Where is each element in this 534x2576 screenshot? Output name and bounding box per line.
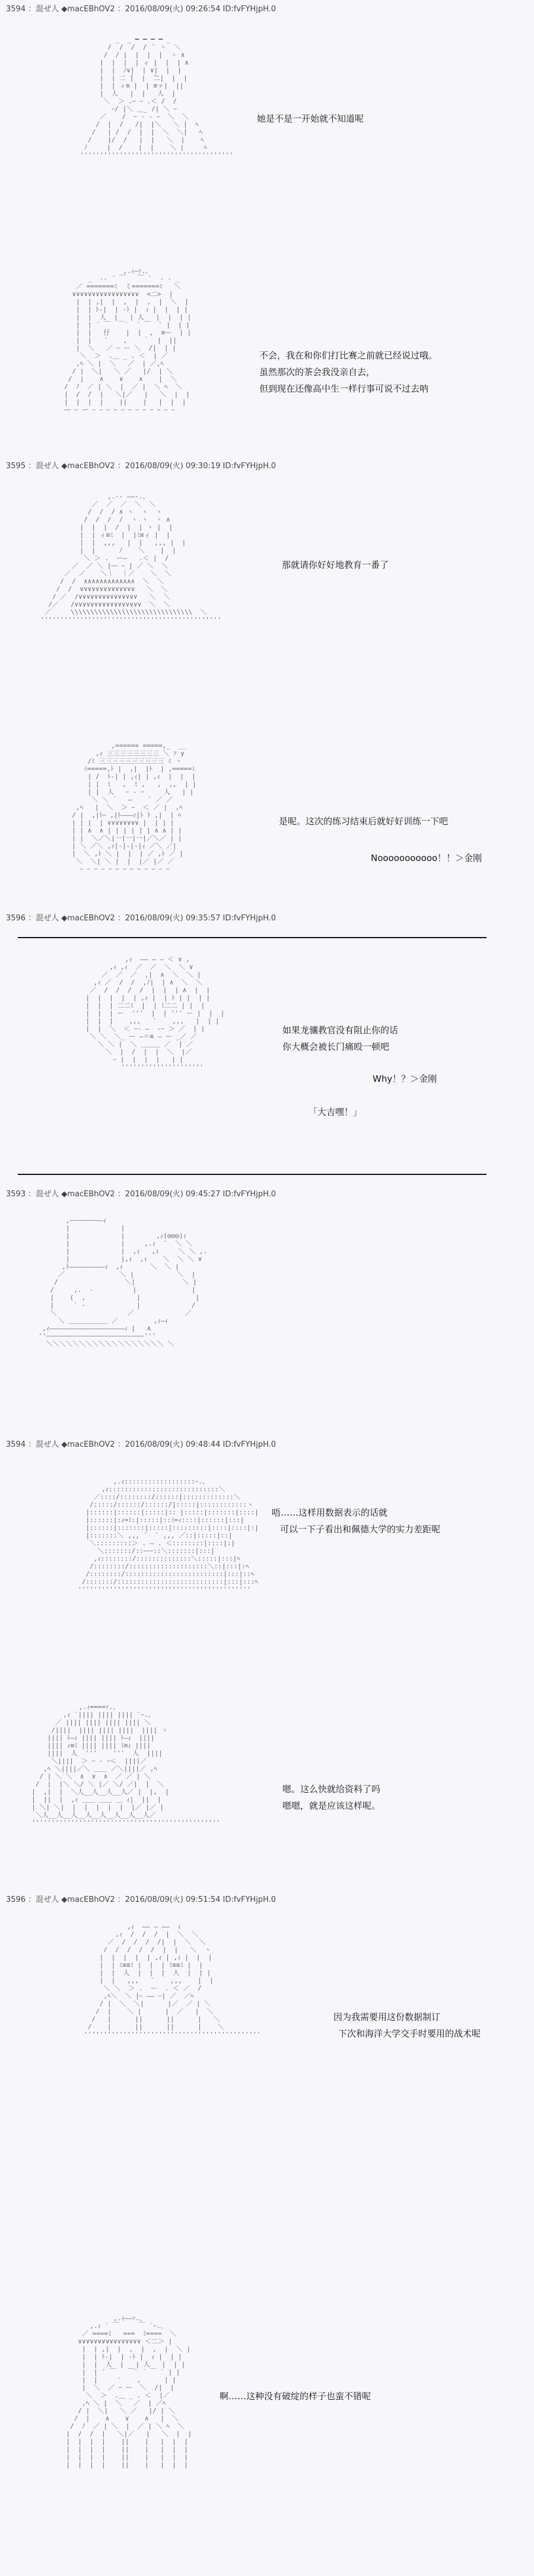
post-header: 3596 ：混ぜ人 ◆macEBhOV2 ：2016/08/09(火) 09:51:54 ID:fvFYHjpH.0 xyxy=(6,1895,276,1904)
divider-line xyxy=(18,1174,487,1175)
ascii-art-figure: ,.ｨ――ｧ.、 ,.ｨ ´ ￣ ￣ `ｰ.、 ／ ====ﾐ === ﾐ==== ＼ ∨∨∨∨∨∨∨∨∨∨∨∨∨∨∨∨ ＜二＞ | | | ,| | , | , | ＼ | | | ﾄ-| | -ﾄ | ｨ | | | | | 人 | | 人 | | | | | ´ ￣ ￣` ´ ￣ ` | | | | ′ , | | | ＼ ／ ｰ ー ＼ /| | ＼ ＞ .＿ _ . ＜ |／ ,ﾍ ＼ | ＼ ／ | ／ﾍ / | ＼| ＼ ／ |/ | ＼ / | ∧ ∨ ∧ | ＼ / ﾉ ／ | ＼ | ／ | ＼ ﾍ ＼ | / / | ＼|／ | ＼ | | | | | | || | | | | | | | | || | | | | | | | | || | | | | | | | | || | | | | xyxy=(66,2314,192,2469)
dialogue-line: 嗯嗯，就是应该这样呢。 xyxy=(282,1800,381,1811)
dialogue-line: 你大概会被长门痛殴一顿吧 xyxy=(282,1041,390,1052)
divider-line xyxy=(18,937,487,938)
dialogue-text xyxy=(272,1504,440,1538)
dialogue-line: Why！？＞金刚 xyxy=(373,1073,437,1084)
dialogue-line: 虽然那次的茶会我没亲自去， xyxy=(259,367,376,377)
ascii-art-figure: ,====== =====,_ __ ,ｨ 三三三三三三三三 ＼ ｿ y /ﾐ 三三三三三三三三三三 ﾐ ヽ ﾐ=====,ﾄ | ,| |ﾄ | ,=====ﾐ | / ﾄ-| | ,ｨ| | ,ｨ | | | | | ﾐ , ﾐ , , ,, | | | | 人 ｰ ‐ ｰ 人 | | ＼ ＼ ´ ― ` ／ ／ ,ﾍ | ＼ ＞ ｰ ＜ ／ | ,ﾍ / | ,|ﾄｰ ,|ﾄ―――ｨ|ﾄ ﾄ ,| | ﾍ | | | | ∨∨∨∨∨∨∨∨ | | | | | | ∧ ∧ | | | | | | ∧ ∧ | | | | ＼／＼|一|一|一|／＼／ | | | ＼ ／＼ ,ｨ|‐|‐|‐|ｨ ／＼ ／| | ＼ ,ﾄ ＼ | | | ／ ,ﾄ ／ | ＼ ＼| ＼ | | |／ |／ ／ ｰ ｰ ｰ ｰ ｰ ｰ ｰ ｰ ｰ ｰ ｰ ｰ ｰ xyxy=(72,742,196,873)
dialogue-text xyxy=(333,2009,481,2042)
ascii-art-figure: ,ｨ ―― ― ―― ｨ ,ｨ / / / | ＼ ＼ ／ / / / /| | ＼ ＼ / / / / / | | ＼ ヽ | | | | | ,ｨ | ,ｨ | | | | | ﾐ≡≡ﾐ | | | ﾐ≡≡ﾐ | | | | 人 | | | 人 | | | | | ,,, ′ ,,, | | ＼ ＼ ＞ . ー . ＜ ／ / ,ﾍ＼ ＼ |ｰ ―― ｰ| ／ ／ﾍ / | ＼ ＼| |／ ／ | ＼ / | ＼ | | ／ | ＼ / | || || | ＼ / | || || | ＼ ''''''''''''''''''''''''''''''''''''''''''''' xyxy=(84,1923,261,2038)
ascii-art-figure: ,.-‐ ――-.、 ／ ／ ／ ＼ ＼ / / / ∧ ヽ ヽ ヽ / / / / ヽ ヽ ヽ ∧ | | | / | | ヽ | | | | ィ≡ﾐ | |ﾐ≡ィ | | | | ,,, | | ,,, | | | | ﾉ ＼ | | ＼ ＞ . ー― .＜ | / ／ ／ ＼ |ｰｰ ｰ | ／ ＼ ＼ ／ ／ ＼｜ ｜／ ＼ ＼ / / ∧∧∧∧∧∧∧∧∧∧∧∧∧ ＼ ＼ / / ∨∨∨∨∨∨∨∨∨∨∨∨∨∨ ＼ ＼ / ／ /∨∨∨∨∨∨∨∨∨∨∨∨∨∨∨ ＼ ＼ /／ /∨∨∨∨∨∨∨∨∨∨∨∨∨∨∨∨∨ ＼ ＼ ／ \\\\\\\\\\\\\\\\\\\\\\\\\\\\\\\ ＼ '''''''''''''''''''''''''''''''''''''''''''''' xyxy=(40,493,221,624)
post-header: 3595 ：混ぜ人 ◆macEBhOV2 ：2016/08/09(火) 09:30:19 ID:fvFYHjpH.0 xyxy=(6,462,276,471)
dialogue-text xyxy=(282,1781,380,1814)
dialogue-text xyxy=(259,347,437,397)
dialogue-text xyxy=(279,813,482,866)
dialogue-line: 是呢。这次的练习结束后就好好训练一下吧 xyxy=(279,816,449,827)
dialogue-line: 下次和海洋大学交手时要用的战术呢 xyxy=(338,2028,481,2039)
ascii-art-figure: ,.ｨ―ｧ.、 _ -‐ ´ ￣ ￣ ` ‐ - _ ／ =======ﾐ ミ=======ﾐ ＼ ∨∨∨∨∨∨∨∨∨∨∨∨∨∨∨∨∨ <二> | | | ,| | , | , | ＼ | | | ﾄ-| | -ﾄ | ｨ | | | | | | 人 | | 人 | | | | | | ´ ￣ ￣` ´ ￣ ` | | | | | 仔 | | , ≡ー | | | | ´ , ｀ | || | ＼ ／ ｰ ー ＼ /| | | ＼ ＞ .＿ _ . ＜ | ／ ,ﾍ ＼ | ＼ ／ | ／,ﾍ / | ＼| ＼ ／ |/ | ＼ / | ∧ ∨ ∧ | ＼ / ﾉ ／ | ＼ | ／ | ＼ ﾍ ＼ | / / | ＼|／ | ＼ | | | | | | || | | | | ｰｰ ｰ ー ｰ ｰ ｰ ｰ ｰ ｰ ｰ ｰ ｰ ｰ ｰ ｰ xyxy=(64,267,192,414)
dialogue-text xyxy=(257,110,364,127)
dialogue-line: 啊……这种没有破绽的样子也蛮不错呢 xyxy=(220,2391,371,2402)
dialogue-text xyxy=(282,557,389,573)
dialogue-line: 因为我需要用这份数据制订 xyxy=(333,2012,441,2022)
dialogue-text xyxy=(282,1022,437,1120)
post-header: 3594 ：混ぜ人 ◆macEBhOV2 ：2016/08/09(火) 09:26:54 ID:fvFYHjpH.0 xyxy=(6,5,276,14)
ascii-art-figure: _ _ ━ ━ ━ ━ _ / / / / ﾟ ヽ ＼ / / | | | | ヽ ∧ | | | | ィ | | | ∧ | | ﾉ∨| | ∨| | | | | 二 ̄| | ̄二| | | | | ィ≡ | | ≡ァ| || | 人 | | 人 | ＼ ＞ .ｰ ｰ .＜ / / ｰ/ |＼ ＿_ /| ＼ ｰ ／ / ｰ ‐ ‐ ｰ ＼ ＼ / | / /| |＼ ＼ | ﾍ / | / / | | ＼ ＼| ﾍ / |/ / | | ＼ | ﾍ ﾉ | / | | ＼ | ﾍ ''''''''''''''''''''''''''''''''''''''' xyxy=(80,36,234,159)
dialogue-line: 她是不是一开始就不知道呢 xyxy=(257,113,364,124)
ascii-art-figure: ,.ｨ::::::::::::::::::ｰ.、 ,ｨ::::::::::::::::::::::::::::＼ ／::::/::::::::/::::::|:::::::::::::＼ /:::::/::::::/::::::/|:::::|::::::::::::ヽ |::::::|::::::|:::::|:: |:::::|:::::::|::::| |::::::|:ｨ=ﾐ:|:::::|::ﾐ=ｨ::::|::::::|:::| |::::::|:::::::|:::::|:::::::::|::::|::::|:| |:::::::＼ ,,, ´ ` ,,, ／::|:::::|::| ＼:::::::::＞ . ― . ＜::::::::|::::|:| ＼:::::::/::ｰｰｰ::＼:::::::|:::| ,ｨ::::::::/::::::::::::::＼:::::|:::|ﾍ /::::::::/::::::::::::::::::::＼::|:::|:ﾍ /::::::::/:::::::::::::::::::::::::|:::|::ﾍ /:::::::/:::::::::::::::::::::::::::|:::|:::ﾍ '''''''''''''''''''''''''''''''''''''''''''' xyxy=(78,1478,259,1593)
dialogue-line: 「大吉嘿！」 xyxy=(309,1107,363,1117)
dialogue-line: 不会，我在和你们打比赛之前就已经说过哦。 xyxy=(259,350,438,361)
dialogue-line: 如果龙骧教官没有阻止你的话 xyxy=(282,1025,399,1036)
dialogue-line: 嗯。这么快就给资料了吗 xyxy=(282,1784,381,1794)
dialogue-line: 但到现在还像高中生一样行事可说不过去呐 xyxy=(259,383,429,394)
dialogue-line: Nooooooooooo！！＞金刚 xyxy=(371,853,482,863)
post-header: 3594 ：混ぜ人 ◆macEBhOV2 ：2016/08/09(火) 09:48:44 ID:fvFYHjpH.0 xyxy=(6,1440,276,1449)
dialogue-line: 那就请你好好地教育一番了 xyxy=(282,560,389,570)
ascii-art-scene: ,ｰｰｰｰｰｰｰｰｰ―ｨ | | | | ,ｨ(◎◎◎)ｨ | | ,.ｨ ̄ ＼ ＼ | | ,ｨ ,ｨ ＼ ＼ ,. | |,ｨ ,ｨ ＼ ＼ ＼ ∨ ,ﾄ―――――――――ｨ ,ｨ ＼ ＼ | ／ ＼ | ＼ | / ＼| ＼ | / ,. ‐ | | | ( , | | | ` ‐ | / ＼ ／ ／ ＼ ＿＿＿＿＿＿ ／ ,ｨ―ｨ ,ｨ―――――――――――――――――――ｨ | ∧ ''ｰｰｰｰｰｰｰｰｰｰｰｰｰｰｰｰｰｰｰｰｰｰｰｰｰｰｰｰｰｰ''' ＼＼＼＼＼＼＼＼＼＼＼＼＼＼＼＼＼＼ ＼ xyxy=(38,1216,208,1348)
dialogue-text xyxy=(220,2388,371,2405)
dialogue-line: 唔……这样用数据表示的话就 xyxy=(272,1507,388,1518)
dialogue-line: 可以一下子看出和佩德大学的实力差距呢 xyxy=(280,1524,441,1535)
post-header: 3596 ：混ぜ人 ◆macEBhOV2 ：2016/08/09(火) 09:35:57 ID:fvFYHjpH.0 xyxy=(6,914,276,923)
post-header: 3593 ：混ぜ人 ◆macEBhOV2 ：2016/08/09(火) 09:45:27 ID:fvFYHjpH.0 xyxy=(6,1190,276,1199)
ascii-art-figure: ,ｨ ―― ― ― ＜ ∨ , ,ｨ ,ｨ ／ ／ ＼ ＼ ∨ ／ ／ ／ ,| ∧ ＼ ＼ | ,ｨ ／ / / ,ﾉ| | ∧ ＼ ＼ ／ / / / / | | | ∧ | | | | | | | ,ｨ | | ﾄ | | | | | | | 二二ﾐ | | ﾐ二二 | | | | | | ー ''' | | ''' ー | | | | | | ,,, ′ ,,, | | | | | ＼ ＜ ｰ‐ ― ‐ｰ ＞ ／ | | ＼ ＼ ＼_ ー ―＝≡ ― ー _／ ／ ＼ ＼ | ＼ ＿＿＿ ／ | ／ ＼ | / | | ＼ |／ ｰ | | | | | | ''''''''''''''''''''' xyxy=(85,955,225,1071)
ascii-art-figure: ,.ｨ====ｧ.、 ,ｨ ´|||| |||| |||| `ｰ.、 ／ |||| |||| |||| |||| ＼ /|||| |||| |||| |||| |||| ヽ |||| ﾄ―ｨ |||| |||| ﾄ―ｨ |||| |||| ｨ≡ﾐ |||| |||| ﾐ≡ｨ |||| |||| 人 ''' ''' 人 |||| ＼|||| ＞ ｰ ‐ ｰ＜ ||||／ ,ﾍ ＼||||／＼ ＿＿ ／＼||||／ ,ﾍ / | ＼ ＼ ∧ ∨ ∧ ／ ／ | ＼ / | |＼ ＼/ ＼ |／ ＼/ ／| | ＼ | ,| | ＼人__人__人__人／ | |, | | || | ,ｨ ＿＿ ＿＿ ＿ ｨ| || | | ＼| ＼| | | | | | |／ |／ | ＼人__人__人__人__人__人__人__人／ '''''''''''''''''''''''''''''''''''''''''''''''' xyxy=(31,1703,221,1827)
